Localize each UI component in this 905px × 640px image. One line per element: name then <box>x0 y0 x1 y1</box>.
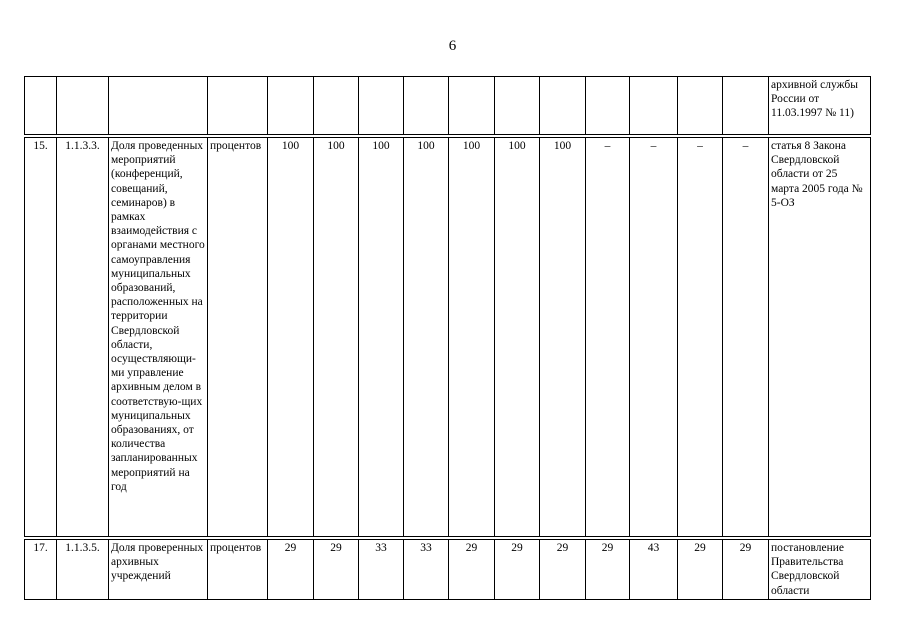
value-cell: 33 <box>404 540 449 600</box>
value-cell: 29 <box>723 540 769 600</box>
value-cell: 29 <box>678 540 723 600</box>
row-code: 1.1.3.5. <box>57 540 109 600</box>
source-cell: статья 8 Закона Свердловской области от 25 марта 2005 года № 5-ОЗ <box>769 138 871 537</box>
value-cell: 100 <box>404 138 449 537</box>
row-number: 17. <box>25 540 57 600</box>
value-cell <box>404 77 449 135</box>
value-cell: 29 <box>586 540 630 600</box>
value-cell: 100 <box>359 138 404 537</box>
value-cell <box>359 77 404 135</box>
value-cell <box>630 77 678 135</box>
value-cell: – <box>586 138 630 537</box>
source-cell: постановление Правительства Свердловской области <box>769 540 871 600</box>
value-cell: 100 <box>449 138 495 537</box>
value-cell: 100 <box>314 138 359 537</box>
indicator-name: Доля проверенных архивных учреждений <box>109 540 208 600</box>
value-cell <box>449 77 495 135</box>
value-cell <box>723 77 769 135</box>
value-cell: 33 <box>359 540 404 600</box>
unit-cell <box>208 77 268 135</box>
value-cell: 29 <box>540 540 586 600</box>
table-row <box>25 138 871 537</box>
value-cell: 100 <box>495 138 540 537</box>
indicators-table <box>24 76 871 600</box>
value-cell: 29 <box>314 540 359 600</box>
row-code: 1.1.3.3. <box>57 138 109 537</box>
value-cell <box>495 77 540 135</box>
indicator-name: Доля проведенных мероприятий (конференций, совещаний, семинаров) в рамках взаимодействия с органами местного самоуправления муниципальных образований, расположенных на территории Свердловской области, осуществляющи-ми управление архивным делом в соответствую-щих муниципальных образованиях, от количества запланированных мероприятий на год <box>109 138 208 537</box>
value-cell <box>586 77 630 135</box>
unit-cell: процентов <box>208 540 268 600</box>
source-cell: архивной службы России от 11.03.1997 № 11) <box>769 77 871 135</box>
row-number: 15. <box>25 138 57 537</box>
value-cell <box>314 77 359 135</box>
value-cell: 100 <box>540 138 586 537</box>
value-cell: – <box>723 138 769 537</box>
value-cell: 29 <box>268 540 314 600</box>
value-cell: 29 <box>449 540 495 600</box>
value-cell <box>678 77 723 135</box>
table-row <box>25 540 871 600</box>
page-number: 6 <box>448 38 457 54</box>
value-cell: 43 <box>630 540 678 600</box>
value-cell: – <box>678 138 723 537</box>
unit-cell: процентов <box>208 138 268 537</box>
table-row <box>25 77 871 135</box>
row-number <box>25 77 57 135</box>
value-cell <box>268 77 314 135</box>
value-cell <box>540 77 586 135</box>
row-code <box>57 77 109 135</box>
indicator-name <box>109 77 208 135</box>
value-cell: 29 <box>495 540 540 600</box>
value-cell: – <box>630 138 678 537</box>
value-cell: 100 <box>268 138 314 537</box>
